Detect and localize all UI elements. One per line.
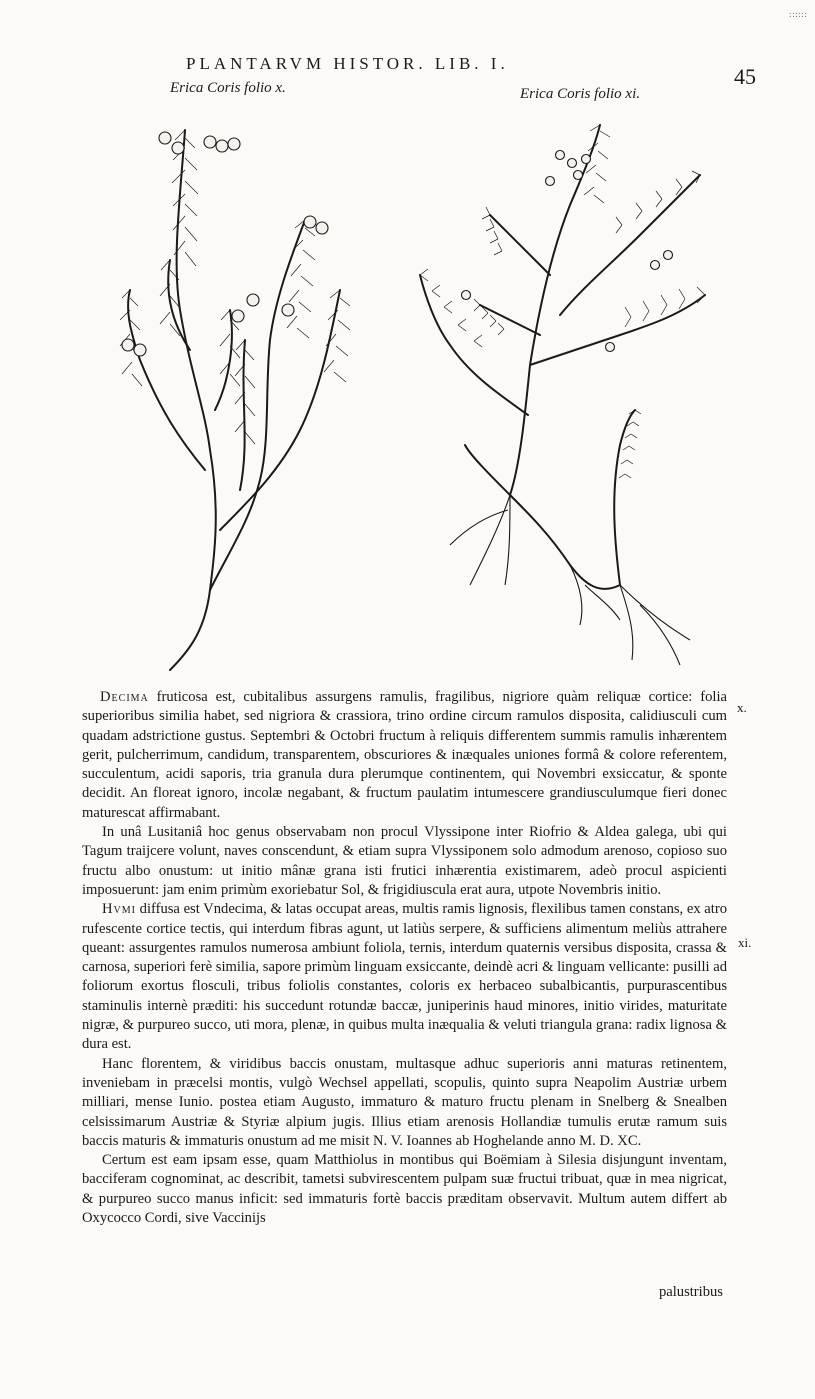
- paragraph-lead-decima: Decima: [100, 689, 149, 705]
- running-head: PLANTARVM HISTOR. LIB. I.: [186, 54, 509, 73]
- erica-xi-roots: [450, 495, 690, 665]
- erica-x-stems: [128, 130, 340, 670]
- erica-xi-foliage: [420, 125, 705, 478]
- erica-xi-berries: [462, 151, 673, 352]
- figure-caption-left: Erica Coris folio x.: [170, 80, 286, 96]
- body-text: [82, 688, 727, 1228]
- erica-xi-plant-illustration: [410, 115, 725, 675]
- paragraph-body-undecima: diffusa est Vndecima, & latas occupat areas, multis ramis lignosis, flexilibus tamen constans, ex atro rufescente cortice tectis, qui interdum fibras agunt, ut latiùs serpere, & sufficiens alimentum meliùs attrahere queant: assurgentes ramulos numerosa ambiunt foliola, ternis, interdum quaternis versibus disposita, crassa & carnosa, superiori ferè similia, sapore primùm linguam exsiccante, deindè acri & linguam vellicante: pusilli ad foliorum exortus flosculi, tribus foliolis constantes, coloris ex herbaceo subalbicantis, purpurascentibus staminulis internè præditi: his succedunt rotundæ baccæ, juniperinis haud minores, initio virides, maturitate nigræ, & purpureo succo, uti mora, plenæ, in quibus multa inæqualia & veluti triangula grana: radix lignosa & dura est.: [82, 901, 727, 1053]
- paragraph-undecima: [82, 900, 727, 1054]
- catchword: palustribus: [658, 1284, 723, 1300]
- page-number: 45: [734, 64, 756, 89]
- paragraph-lead-undecima: Hvmi: [102, 901, 136, 918]
- erica-x-plant-illustration: [110, 110, 400, 675]
- margin-note-x: x.: [737, 700, 747, 715]
- paragraph-lusitania: In unâ Lusitaniâ hoc genus observabam non procul Vlyssipone inter Riofrio & Aldea galega, ubi qui Tagum traijcere volunt, naves conscendunt, & etiam supra Vlyssiponem solo admodum arenoso, copioso suo fructu albo onustum: ut initio mânæ grana isti frutici inhærentia existimarem, adeò procul aspicienti imposuerunt: jam enim primùm exoriebatur Sol, & frigidiuscula erat aura, utpote Novembris initio.: [82, 824, 727, 898]
- erica-x-foliage: [120, 130, 350, 444]
- corner-mark: ::::::: [788, 10, 807, 20]
- paragraph-certum-est: Certum est eam ipsam esse, quam Matthiolus in montibus qui Boëmiam à Silesia disjungunt inventam, bacciferam cognominat, ac describit, tametsi subvirescentem pulpam suæ fructui tribuat, quæ in mea nigricat, & purpureo succo manus inficit: sed immaturis fortè baccis præditam observavit. Multum autem differt ab Oxycocco Cordi, sive Vaccinijs: [82, 1152, 727, 1227]
- paragraph-body-decima: fruticosa est, cubitalibus assurgens ramulis, fragilibus, nigriore quàm reliquæ cortice: folia superioribus similia habet, sed nigriora & crassiora, trino ordine circum ramulos disposita, calidiusculi cum quadam adstrictione gustus. Septembri & Octobri fructum à reliquis differentem summis ramulis inhærentem gerit, pulcherrimum, candidum, transparentem, obscuriores & inæquales uniones formâ & colore referentem, succulentum, acidi saporis, tria granula dura plerumque continentem, qui Novembri exsiccatur, & sponte decidit. An floreat ignoro, incolæ negabant, & fructum paulatim intumescere grandiusculumque fieri donec maturescat affirmabant.: [82, 689, 727, 821]
- erica-xi-stems: [420, 125, 705, 589]
- paragraph-hanc-florentem: Hanc florentem, & viridibus baccis onustam, multasque adhuc superioris anni maturas retinentem, inveniebam in præcelsi montis, vulgò Wechsel appellati, scopulis, quinto supra Neapolim Austriæ urbem milliari, mense Iunio. postea etiam Augusto, immaturo & maturo fructu plenam in Snelberg & Snealben celsissimarum Austriæ & Styriæ alpium jugis. Illius etiam arenosis Hollandiæ tumulis erutæ ramum suis baccis maturis & immaturis onustum ad me misit N. V. Ioannes ab Hoghelande anno M. D. XC.: [82, 1055, 727, 1149]
- margin-note-xi: xi.: [738, 935, 752, 950]
- paragraph-decima: [82, 688, 727, 823]
- figure-caption-right: Erica Coris folio xi.: [520, 86, 640, 102]
